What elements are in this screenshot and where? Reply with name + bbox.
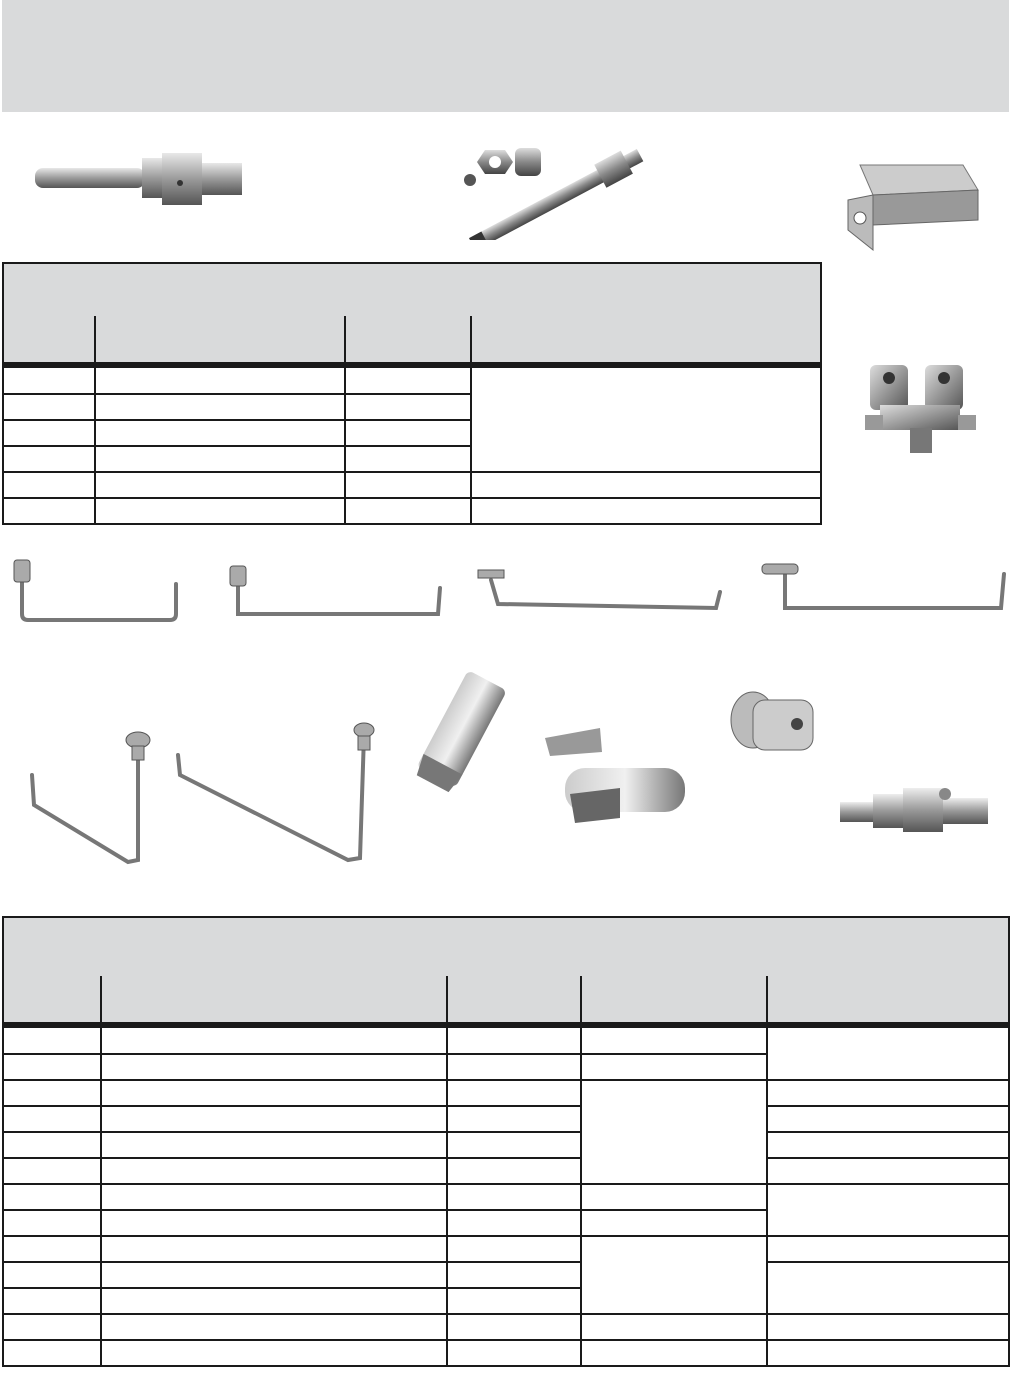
compression-nut-photo [725,690,825,770]
column-header [447,976,581,1025]
table-row [3,1314,1009,1340]
table-row [3,1340,1009,1366]
table-row [3,1106,1009,1132]
table-row [3,472,821,498]
column-header [95,316,345,365]
table-title [3,917,1009,976]
column-header [767,976,1009,1025]
table-title [3,263,821,316]
column-header [101,976,447,1025]
table-row [3,1158,1009,1184]
table-row [3,1184,1009,1210]
parts-table-1 [2,262,822,525]
header-banner [2,0,1009,112]
table-row [3,365,821,394]
pilot-tube-with-fittings-photo [455,140,665,240]
table-row [3,1236,1009,1262]
table-row [3,498,821,524]
pilot-adjustment-valve-photo [835,780,995,840]
thermocouple-rod-photos [8,552,1008,632]
column-header [3,316,95,365]
table-row [3,1132,1009,1158]
table-row [3,1080,1009,1106]
table-row [3,1025,1009,1054]
table-row [3,1262,1009,1288]
bent-electrode-photos [28,720,383,870]
pilot-hood-photos [400,668,700,828]
pilot-shield-bracket-photo [838,160,988,255]
column-header [471,316,821,365]
column-header [581,976,767,1025]
column-header [345,316,471,365]
parts-table-2 [2,916,1010,1367]
pilot-assembly-photo [30,148,270,213]
dual-pilot-burner-photo [860,360,985,460]
column-header [3,976,101,1025]
